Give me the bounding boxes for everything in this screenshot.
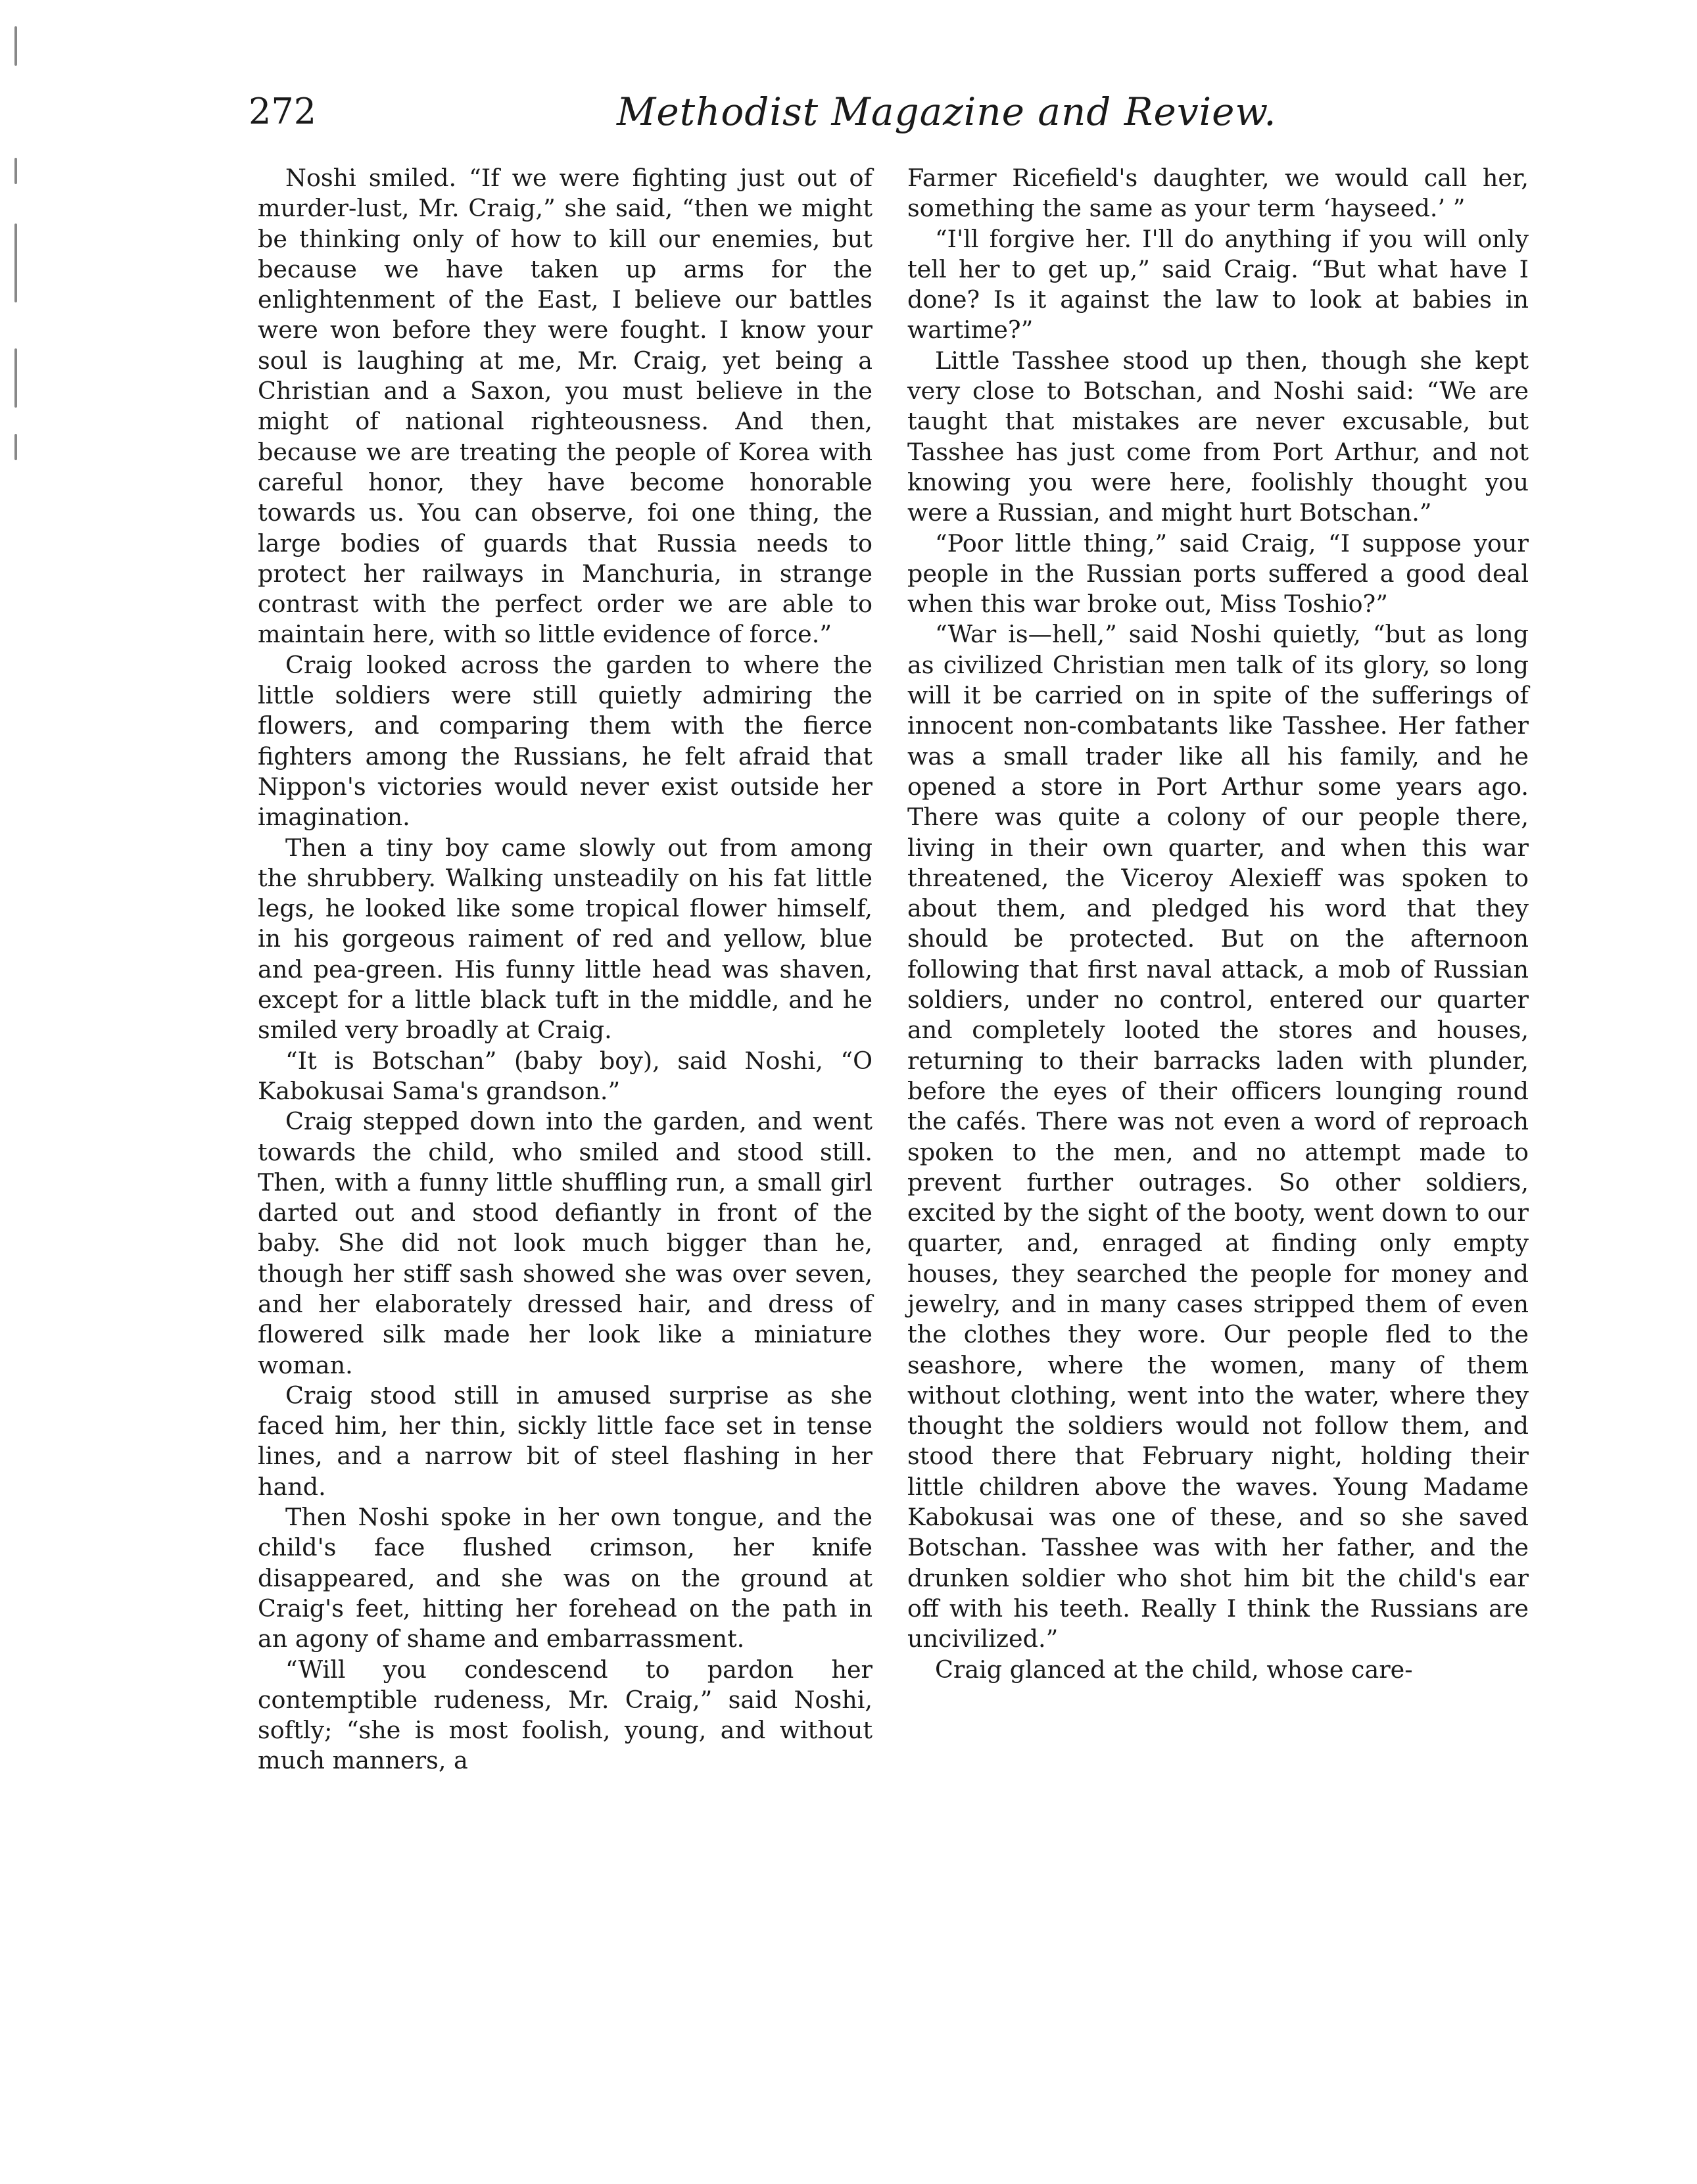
paragraph: Craig stood still in amused surprise as she faced him, her thin, sickly little face set in tense lines, and a narrow bit of steel flashing in her hand. [258,1381,872,1501]
margin-mark [14,348,17,408]
margin-mark [14,26,17,66]
paragraph: “I'll forgive her. I'll do anything if you will only tell her to get up,” said Craig. “But what have I done? Is it against the law to look at babies in wartime?” [907,224,1529,344]
page-header [249,85,1544,145]
paragraph: Then a tiny boy came slowly out from among the shrubbery. Walking unsteadily on his fat little legs, he looked like some tropical flower himself, in his gorgeous raiment of red and yellow, blue and pea-green. His funny little head was shaven, except for a little black tuft in the middle, and he smiled very broadly at Craig. [258,833,872,1045]
paragraph: Then Noshi spoke in her own tongue, and the child's face flushed crimson, her knife disappeared, and she was on the ground at Craig's feet, hitting her forehead on the path in an agony of shame and embarrassment. [258,1503,872,1653]
page-number: 272 [249,91,317,132]
margin-mark [14,224,17,302]
left-column [258,163,872,1776]
margin-mark [14,434,17,460]
paragraph-continuation: Farmer Ricefield's daughter, we would call her, something the same as your term ‘hayseed.’ ” [907,164,1529,223]
margin-mark [14,158,17,184]
paragraph: Craig looked across the garden to where the little soldiers were still quietly admiring the flowers, and comparing them with the fierce fighters among the Russians, he felt afraid that Nippon's victories would never exist outside her imagination. [258,650,872,832]
paragraph: Craig stepped down into the garden, and went towards the child, who smiled and stood still. Then, with a funny little shuffling run, a small girl darted out and stood defiantly in front of the baby. She did not look much bigger than he, though her stiff sash showed she was over seven, and her elaborately dressed hair, and dress of flowered silk made her look like a miniature woman. [258,1107,872,1379]
paragraph: “Will you condescend to pardon her contemptible rudeness, Mr. Craig,” said Noshi, softly; “she is most foolish, young, and without much manners, a [258,1655,872,1775]
paragraph: “Poor little thing,” said Craig, “I suppose your people in the Russian ports suffered a good deal when this war broke out, Miss Toshio?” [907,529,1529,619]
paragraph: “War is—hell,” said Noshi quietly, “but as long as civilized Christian men talk of its glory, so long will it be carried on in spite of the sufferings of innocent non-combatants like Tasshee. Her father was a small trader like all his family, and he opened a store in Port Arthur some years ago. There was quite a colony of our people there, living in their own quarter, and when this war threatened, the Viceroy Alexieff was spoken to about them, and pledged his word that they should be protected. But on the afternoon following that first naval attack, a mob of Russian soldiers, under no control, entered our quarter and completely looted the stores and houses, returning to their barracks laden with plunder, before the eyes of their officers lounging round the cafés. There was not even a word of reproach spoken to the men, and no attempt made to prevent further outrages. So other soldiers, excited by the sight of the booty, went down to our quarter, and, enraged at finding only empty houses, they searched the people for money and jewelry, and in many cases stripped them of even the clothes they wore. Our people fled to the seashore, where the women, many of them without clothing, went into the water, where they thought the soldiers would not follow them, and stood there that February night, holding their little children above the waves. Young Madame Kabokusai was one of these, and so she saved Botschan. Tasshee was with her father, and the drunken soldier who shot him bit the child's ear off with his teeth. Really I think the Russians are uncivilized.” [907,620,1529,1653]
right-column [907,163,1529,1685]
paragraph: Craig glanced at the child, whose care- [935,1655,1413,1684]
running-title: Methodist Magazine and Review. [617,89,1277,134]
paragraph: “It is Botschan” (baby boy), said Noshi, “O Kabokusai Sama's grandson.” [258,1046,872,1105]
paragraph: Little Tasshee stood up then, though she kept very close to Botschan, and Noshi said: “We are taught that mistakes are never excusable, but Tasshee has just come from Port Arthur, and not knowing you were here, foolishly thought you were a Russian, and might hurt Botschan.” [907,346,1529,527]
paragraph: Noshi smiled. “If we were fighting just out of murder-lust, Mr. Craig,” she said, “then we might be thinking only of how to kill our enemies, but because we have taken up arms for the enlightenment of the East, I believe our battles were won before they were fought. I know your soul is laughing at me, Mr. Craig, yet being a Christian and a Saxon, you must believe in the might of national righteousness. And then, because we are treating the people of Korea with careful honor, they have become honorable towards us. You can observe, foi one thing, the large bodies of guards that Russia needs to protect her railways in Manchuria, in strange contrast with the perfect order we are able to maintain here, with so little evidence of force.” [258,164,872,649]
